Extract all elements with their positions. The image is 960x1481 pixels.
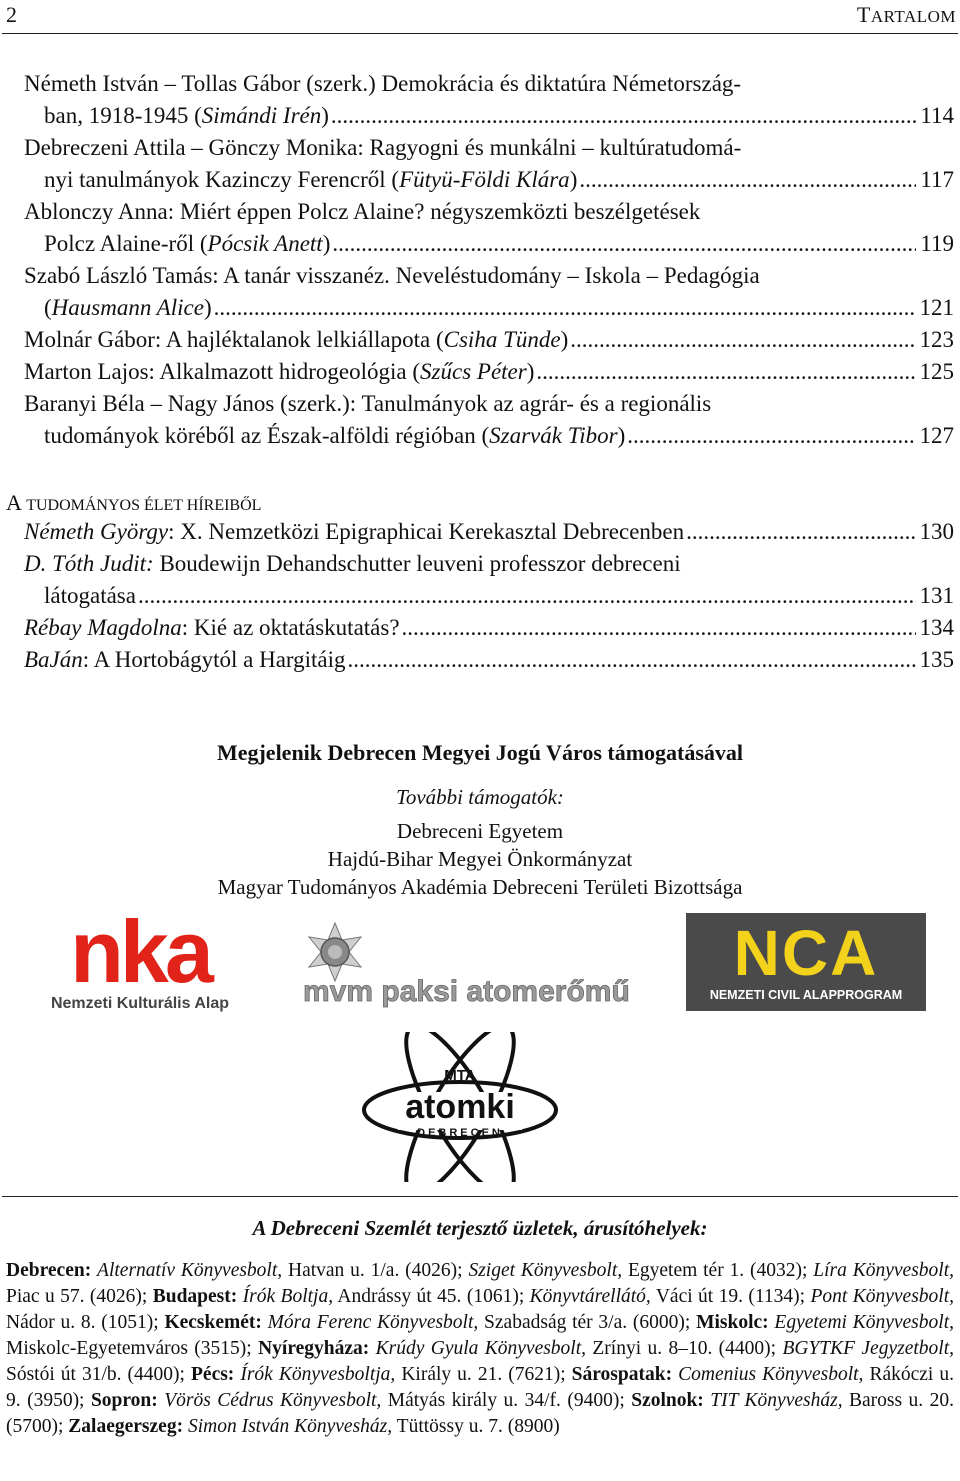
shop-address: Váci út 19. (1134); [650,1286,811,1307]
news-title: Kié az oktatáskutatás? [193,615,400,640]
news-text [24,516,684,548]
entry-page-number: 127 [919,423,954,448]
dot-leader [579,164,916,196]
news-line [24,516,954,548]
shop-address: Mátyás király u. 34/f. (9400); [381,1390,632,1411]
entry-text [24,324,568,356]
entry-reviewer: Csiha Tünde [443,327,561,352]
entry-reviewer: Pócsik Anett [207,231,323,256]
dot-leader [348,644,916,676]
toc-entry [24,132,954,196]
page-number: 2 [6,2,17,27]
toc-entry [24,388,954,452]
shop-name: Krúdy Gyula Könyvesbolt, [375,1338,587,1359]
shop-address: Egyetem tér 1. (4032); [622,1260,814,1281]
running-title: TARTALOM [856,2,956,27]
entry-text [44,292,212,324]
shop-name: Sziget Könyvesbolt, [468,1260,623,1281]
entry-title-line: Baranyi Béla – Nagy János (szerk.): Tanulmányok az agrár- és a regionális [24,391,712,416]
entry-text-pre: nyi tanulmányok Kazinczy Ferencről ( [44,167,400,192]
news-list [24,516,954,676]
shop-address: Hatvan u. 1/a. (4026); [282,1260,469,1281]
entry-text-pre: ( [44,295,52,320]
news-text [24,612,400,644]
entry-text-pre: Polcz Alaine-ről ( [44,231,208,256]
entry-reviewer-line [24,420,954,452]
entry-text-pre: ban, 1918-1945 ( [44,103,202,128]
entry-reviewer-line [24,356,954,388]
toc-entry [24,68,954,132]
section-title: A TUDOMÁNYOS ÉLET HÍREIBŐL [6,490,262,515]
entry-text-post: ) [322,231,331,256]
city-name: Zalaegerszeg: [68,1416,188,1437]
support-headline: Megjelenik Debrecen Megyei Jogú Város támogatásával [216,740,744,765]
shop-address: Sóstói út 31/b. (4400); [6,1364,191,1385]
dot-leader [536,356,915,388]
entry-reviewer: Simándi Irén [201,103,322,128]
atomki-logo-bottom: DEBRECEN [417,1127,503,1139]
news-line [24,644,954,676]
city-name: Nyíregyháza: [258,1338,376,1359]
shop-name: Líra Könyvesbolt, [813,1260,954,1281]
entry-page-number: 123 [919,327,954,352]
sponsor-item: Magyar Tudományos Akadémia Debreceni Területi Bizottsága [217,875,743,899]
entry-text-post: ) [526,359,535,384]
entry-text-post: ) [617,423,626,448]
entry-reviewer-line [24,164,954,196]
entry-title-line: Németh István – Tollas Gábor (szerk.) Demokrácia és diktatúra Németország- [24,71,742,96]
news-entry [24,644,954,676]
toc-entry [24,356,954,388]
dot-leader [138,580,916,612]
entry-text [44,228,330,260]
entry-text-pre: Marton Lajos: Alkalmazott hidrogeológia ( [24,359,421,384]
entry-page-number: 119 [920,231,954,256]
news-title: Boudewijn Dehandschutter leuveni professzor debreceni [159,551,681,576]
nca-logo [686,913,926,1011]
news-entry [24,548,954,612]
shop-name: Móra Ferenc Könyvesbolt, [267,1312,479,1333]
shop-name: Pont Könyvesbolt, [810,1286,955,1307]
shop-address: Tüttössy u. 7. (8900) [392,1416,560,1437]
news-title-cont: látogatása [44,583,136,608]
shop-name: Comenius Könyvesbolt, [678,1364,864,1385]
sponsor-list [0,817,960,901]
news-author: D. Tóth Judit: [24,551,154,576]
entry-title-line: Debreczeni Attila – Gönczy Monika: Ragyogni és munkálni – kultúratudomá- [24,135,742,160]
dot-leader [686,516,915,548]
mvm-logo-text: mvm paksi atomerőmű [303,975,630,1008]
nka-logo-name: Nemzeti Kulturális Alap [50,995,230,1012]
sponsor-item: Hajdú-Bihar Megyei Önkormányzat [327,847,633,871]
entry-page-number: 114 [920,103,954,128]
toc-entry [24,324,954,356]
news-entry [24,612,954,644]
dot-leader [402,612,916,644]
shop-address: Baross u. 20. (5700); [6,1390,954,1437]
shop-address: Piac u 57. (4026); [6,1286,153,1307]
shop-name: Írók Boltja, [242,1286,334,1307]
dot-leader [627,420,915,452]
distribution-title: A Debreceni Szemlét terjesztő üzletek, árusítóhelyek: [252,1216,708,1240]
nca-logo-mark: NCA [733,917,879,989]
shop-address: Miskolc-Egyetemváros (3515); [6,1338,259,1359]
emblem-icon [309,923,361,981]
news-author: BaJán [24,647,83,672]
dot-leader [331,100,916,132]
entry-text [44,164,577,196]
entry-reviewer: Szarvák Tibor [489,423,618,448]
entry-page-number: 125 [919,359,954,384]
running-header [6,0,956,32]
city-name: Pécs: [191,1364,241,1385]
entry-text [44,100,329,132]
toc-entry [24,260,954,324]
review-list [24,68,954,452]
news-sep: : [181,615,194,640]
entry-text-post: ) [321,103,329,128]
city-name: Budapest: [152,1286,243,1307]
shop-address: Rákóczi u. 9. (3950); [6,1364,954,1411]
news-text [24,644,346,676]
entry-reviewer-line [24,324,954,356]
news-title: A Hortobágytól a Hargitáig [93,647,346,672]
entry-text [44,420,625,452]
entry-reviewer: Szűcs Péter [420,359,527,384]
dot-leader [332,228,916,260]
atomki-logo-mark: atomki [405,1088,515,1126]
atomki-logo-top: MTA [444,1067,476,1084]
nka-logo [40,910,240,1015]
entry-text-post: ) [560,327,569,352]
section-rule [2,1196,958,1197]
shop-name: Egyetemi Könyvesbolt, [774,1312,954,1333]
dot-leader [570,324,915,356]
shop-name: Alternatív Könyvesbolt, [97,1260,283,1281]
news-page-number: 130 [919,519,954,544]
nca-logo-name: NEMZETI CIVIL ALAPPROGRAM [709,988,903,1002]
shop-address: Szabadság tér 3/a. (6000); [478,1312,697,1333]
news-title: X. Nemzetközi Epigraphicai Kerekasztal Debrecenben [180,519,685,544]
shop-name: TIT Könyvesház, [710,1390,843,1411]
news-title-line [24,548,954,580]
shop-address: Andrássy út 45. (1061); [333,1286,530,1307]
entry-text-pre: tudományok köréből az Észak-alföldi régióban ( [44,423,490,448]
city-name: Debrecen: [6,1260,98,1281]
city-name: Miskolc: [696,1312,775,1333]
shop-name: Könyvtárellátó, [529,1286,651,1307]
city-name: Sárospatak: [571,1364,679,1385]
city-name: Kecskemét: [164,1312,268,1333]
news-page-number: 135 [919,647,954,672]
city-name: Sopron: [90,1390,165,1411]
atomki-logo [360,1032,560,1182]
entry-page-number: 117 [920,167,954,192]
entry-reviewer: Hausmann Alice [51,295,204,320]
news-sep: : [82,647,94,672]
news-line [24,612,954,644]
city-name: Szolnok: [631,1390,711,1411]
entry-text [24,356,534,388]
news-page-number: 131 [919,583,954,608]
shop-address: Király u. 21. (7621); [395,1364,572,1385]
shop-name: BGYTKF Jegyzetbolt, [782,1338,954,1359]
entry-reviewer: Fütyü-Földi Klára [399,167,570,192]
news-entry [24,516,954,548]
news-author: Németh György [24,519,169,544]
dot-leader [214,292,916,324]
entry-title-line: Ablonczy Anna: Miért éppen Polcz Alaine? négyszemközti beszélgetések [24,199,701,224]
mvm-paksi-logo [295,915,635,1010]
news-page-number: 134 [919,615,954,640]
entry-text-post: ) [569,167,578,192]
entry-reviewer-line [24,292,954,324]
distribution-text [6,1258,954,1440]
entry-page-number: 121 [919,295,954,320]
shop-name: Vörös Cédrus Könyvesbolt, [164,1390,382,1411]
shop-name: Simon István Könyvesház, [187,1416,393,1437]
nka-logo-mark: nka [70,910,210,1001]
entry-reviewer-line [24,100,954,132]
shop-address: Nádor u. 8. (1051); [6,1312,165,1333]
shop-address: Zrínyi u. 8–10. (4400); [586,1338,783,1359]
entry-text-post: ) [203,295,212,320]
shop-name: Írók Könyvesboltja, [240,1364,396,1385]
news-author: Rébay Magdolna [24,615,182,640]
sponsor-item: Debreceni Egyetem [396,819,564,843]
toc-entry [24,196,954,260]
entry-reviewer-line [24,228,954,260]
support-subtitle: További támogatók: [396,785,564,809]
news-page-line [24,580,954,612]
header-rule [2,33,958,34]
entry-title-line: Szabó László Tamás: A tanár visszanéz. Neveléstudomány – Iskola – Pedagógia [24,263,760,288]
news-sep: : [168,519,181,544]
entry-text-pre: Molnár Gábor: A hajléktalanok lelkiállapota ( [24,327,444,352]
